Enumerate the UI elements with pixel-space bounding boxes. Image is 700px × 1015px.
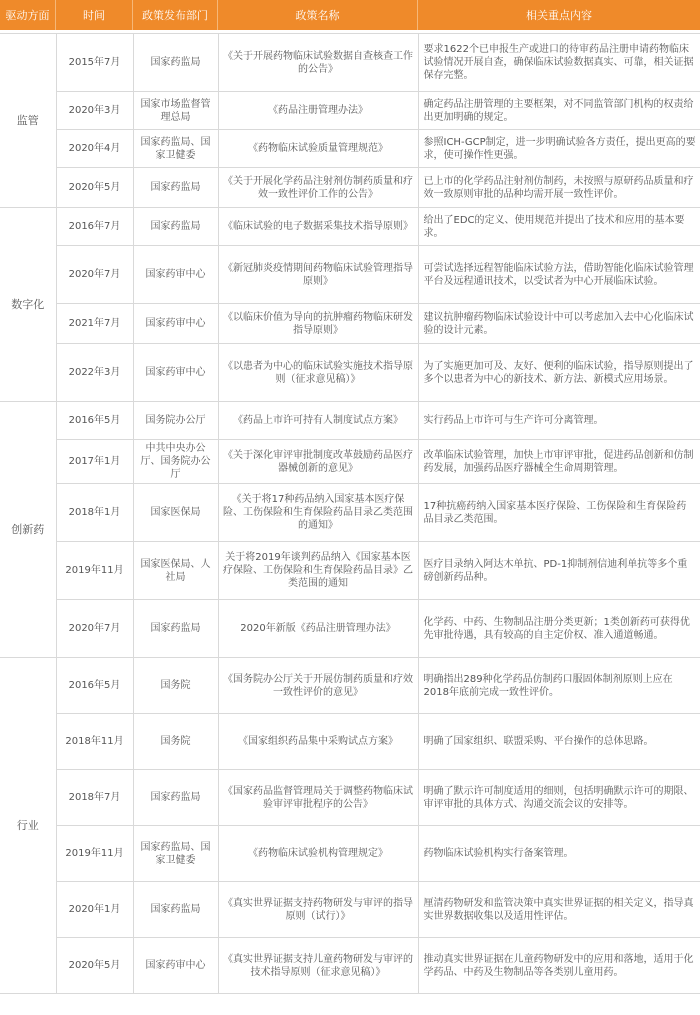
department-cell: 国家药监局: [133, 208, 218, 246]
key-content-cell: 厘清药物研发和监管决策中真实世界证据的相关定义，指导真实世界数据收集以及适用性评估。: [418, 882, 700, 938]
table-row: [0, 600, 700, 658]
header-key-content: 相关重点内容: [526, 9, 592, 22]
department-cell: 国家医保局: [133, 484, 218, 542]
key-content-cell: 17种抗癌药纳入国家基本医疗保险、工伤保险和生育保险药品目录乙类范围。: [418, 484, 700, 542]
policy-name-cell: 2020年新版《药品注册管理办法》: [218, 600, 418, 658]
table-row: [0, 246, 700, 304]
key-content-cell: 明确了国家组织、联盟采购、平台操作的总体思路。: [418, 714, 700, 770]
key-content-cell: 推动真实世界证据在儿童药物研发中的应用和落地，适用于化学药品、中药及生物制品等各类别儿童用药。: [418, 938, 700, 994]
key-content-cell: 建议抗肿瘤药物临床试验设计中可以考虑加入去中心化临床试验的设计元素。: [418, 304, 700, 344]
table-row: [0, 34, 700, 92]
policy-name-cell: 《以临床价值为导向的抗肿瘤药物临床研发指导原则》: [218, 304, 418, 344]
key-content-cell: 药物临床试验机构实行备案管理。: [418, 826, 700, 882]
key-content-cell: 已上市的化学药品注射剂仿制药，未按照与原研药品质量和疗效一致原则审批的品种均需开展一致性评价。: [418, 168, 700, 208]
table-row: [0, 826, 700, 882]
key-content-cell: 确定药品注册管理的主要框架，对不同监管部门机构的权责给出更加明确的规定。: [418, 92, 700, 130]
policy-table: [0, 33, 700, 994]
policy-name-cell: 《新冠肺炎疫情期间药物临床试验管理指导原则》: [218, 246, 418, 304]
driver-category: 监管: [0, 34, 56, 208]
key-content-cell: 化学药、中药、生物制品注册分类更新；1类创新药可获得优先审批待遇，具有较高的自主定价权、准入通道畅通。: [418, 600, 700, 658]
header-driver: 驱动方面: [0, 0, 56, 30]
department-cell: 国家药监局: [133, 600, 218, 658]
department-cell: 国家药审中心: [133, 246, 218, 304]
department-cell: 国家药监局、国家卫健委: [133, 826, 218, 882]
table-row: [0, 92, 700, 130]
policy-name-cell: 《药品上市许可持有人制度试点方案》: [218, 402, 418, 440]
policy-name-cell: 《国务院办公厅关于开展仿制药质量和疗效一致性评价的意见》: [218, 658, 418, 714]
time-cell: 2019年11月: [56, 826, 133, 882]
key-content-cell: 给出了EDC的定义、使用规范并提出了技术和应用的基本要求。: [418, 208, 700, 246]
policy-name-cell: 《国家组织药品集中采购试点方案》: [218, 714, 418, 770]
time-cell: 2018年7月: [56, 770, 133, 826]
key-content-cell: 明确指出289种化学药品仿制药口服固体制剂原则上应在2018年底前完成一致性评价。: [418, 658, 700, 714]
policy-name-cell: 《药物临床试验机构管理规定》: [218, 826, 418, 882]
policy-name-cell: 《关于开展化学药品注射剂仿制药质量和疗效一致性评价工作的公告》: [218, 168, 418, 208]
table-row: [0, 402, 700, 440]
department-cell: 国家药监局: [133, 34, 218, 92]
time-cell: 2015年7月: [56, 34, 133, 92]
header-policy-name: 政策名称: [218, 0, 418, 30]
time-cell: 2020年7月: [56, 246, 133, 304]
time-cell: 2017年1月: [56, 440, 133, 484]
time-cell: 2020年5月: [56, 938, 133, 994]
time-cell: 2020年7月: [56, 600, 133, 658]
time-cell: 2020年3月: [56, 92, 133, 130]
time-cell: 2016年5月: [56, 402, 133, 440]
department-cell: 国务院: [133, 658, 218, 714]
time-cell: 2022年3月: [56, 344, 133, 402]
policy-name-cell: 《国家药品监督管理局关于调整药物临床试验审评审批程序的公告》: [218, 770, 418, 826]
policy-name-cell: 《关于深化审评审批制度改革鼓励药品医疗器械创新的意见》: [218, 440, 418, 484]
policy-name-cell: 《以患者为中心的临床试验实施技术指导原则（征求意见稿）》: [218, 344, 418, 402]
policy-name-cell: 关于将2019年谈判药品纳入《国家基本医疗保险、工伤保险和生育保险药品目录》乙类范围的通知: [218, 542, 418, 600]
department-cell: 国家药监局: [133, 168, 218, 208]
time-cell: 2020年1月: [56, 882, 133, 938]
key-content-cell: 明确了默示许可制度适用的细则，包括明确默示许可的期限、审评审批的具体方式、沟通交流会议的安排等。: [418, 770, 700, 826]
header-time: 时间: [56, 0, 133, 30]
table-row: [0, 882, 700, 938]
table-row: [0, 770, 700, 826]
key-content-cell: 要求1622个已申报生产或进口的待审药品注册申请药物临床试验情况开展自查，确保临床试验数据真实、可靠，相关证据保存完整。: [418, 34, 700, 92]
key-content-cell: 实行药品上市许可与生产许可分离管理。: [418, 402, 700, 440]
time-cell: 2019年11月: [56, 542, 133, 600]
driver-category: 行业: [0, 658, 56, 994]
department-cell: 国家药审中心: [133, 938, 218, 994]
department-cell: 国家药监局: [133, 770, 218, 826]
department-cell: 国务院: [133, 714, 218, 770]
policy-name-cell: 《药品注册管理办法》: [218, 92, 418, 130]
department-cell: 国家医保局、人社局: [133, 542, 218, 600]
department-cell: 国家药审中心: [133, 344, 218, 402]
table-row: [0, 344, 700, 402]
policy-name-cell: 《关于开展药物临床试验数据自查核查工作的公告》: [218, 34, 418, 92]
table-row: [0, 714, 700, 770]
key-content-cell: 可尝试选择远程智能临床试验方法，借助智能化临床试验管理平台及远程通讯技术，以受试者为中心开展临床试验。: [418, 246, 700, 304]
time-cell: 2018年1月: [56, 484, 133, 542]
table-row: [0, 440, 700, 484]
table-row: [0, 130, 700, 168]
table-row: [0, 658, 700, 714]
driver-category: 创新药: [0, 402, 56, 658]
department-cell: 国务院办公厅: [133, 402, 218, 440]
department-cell: 国家药监局: [133, 882, 218, 938]
table-header: [0, 0, 700, 30]
time-cell: 2020年4月: [56, 130, 133, 168]
policy-name-cell: 《临床试验的电子数据采集技术指导原则》: [218, 208, 418, 246]
policy-name-cell: 《真实世界证据支持药物研发与审评的指导原则（试行）》: [218, 882, 418, 938]
key-content-cell: 改革临床试验管理，加快上市审评审批，促进药品创新和仿制药发展，加强药品医疗器械全生命周期管理。: [418, 440, 700, 484]
table-row: [0, 168, 700, 208]
key-content-cell: 参照ICH-GCP制定，进一步明确试验各方责任，提出更高的要求，使可操作性更强。: [418, 130, 700, 168]
time-cell: 2018年11月: [56, 714, 133, 770]
policy-name-cell: 《关于将17种药品纳入国家基本医疗保险、工伤保险和生育保险药品目录乙类范围的通知》: [218, 484, 418, 542]
key-content-cell: 医疗目录纳入阿达木单抗、PD-1抑制剂信迪利单抗等多个重磅创新药品种。: [418, 542, 700, 600]
policy-name-cell: 《真实世界证据支持儿童药物研发与审评的技术指导原则（征求意见稿）》: [218, 938, 418, 994]
department-cell: 国家药审中心: [133, 304, 218, 344]
header-department: 政策发布部门: [133, 0, 218, 30]
key-content-cell: 为了实施更加可及、友好、便利的临床试验，指导原则提出了多个以患者为中心的新技术、新方法、新模式应用场景。: [418, 344, 700, 402]
table-row: [0, 304, 700, 344]
table-row: [0, 542, 700, 600]
driver-category: 数字化: [0, 208, 56, 402]
time-cell: 2016年7月: [56, 208, 133, 246]
department-cell: 中共中央办公厅、国务院办公厅: [133, 440, 218, 484]
policy-name-cell: 《药物临床试验质量管理规范》: [218, 130, 418, 168]
table-row: [0, 208, 700, 246]
table-row: [0, 938, 700, 994]
department-cell: 国家市场监督管理总局: [133, 92, 218, 130]
time-cell: 2021年7月: [56, 304, 133, 344]
time-cell: 2016年5月: [56, 658, 133, 714]
department-cell: 国家药监局、国家卫健委: [133, 130, 218, 168]
table-row: [0, 484, 700, 542]
time-cell: 2020年5月: [56, 168, 133, 208]
